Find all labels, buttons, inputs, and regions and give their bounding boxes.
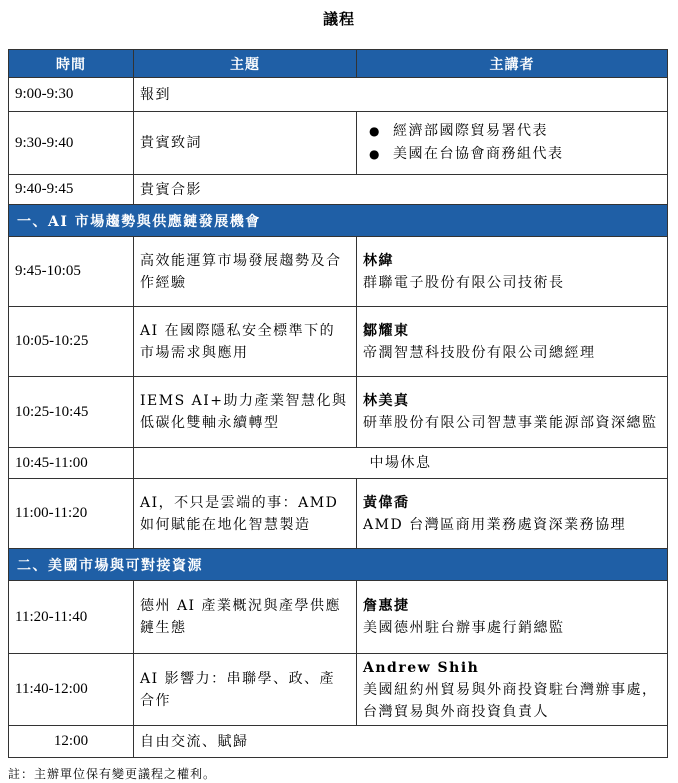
time-cell: 10:45-11:00 [9, 448, 134, 479]
table-header-row [9, 50, 668, 78]
speaker-cell [357, 581, 668, 654]
table-row [9, 726, 668, 758]
table-row [9, 237, 668, 307]
speaker-org: 美國德州駐台辦事處行銷總監 [363, 620, 565, 636]
table-row [9, 112, 668, 175]
list-item: ● 美國在台協會商務組代表 [363, 143, 661, 166]
table-row [9, 654, 668, 726]
speaker-name: 詹惠捷 [363, 598, 410, 614]
header-speaker: 主講者 [357, 50, 668, 78]
table-row [9, 175, 668, 205]
topic-cell: 德州 AI 產業概況與產學供應鏈生態 [134, 581, 357, 654]
speaker-name: 黃偉喬 [363, 494, 410, 511]
time-cell: 9:40-9:45 [9, 175, 134, 205]
speaker-name: 林緯 [363, 252, 394, 269]
topic-cell: 貴賓致詞 [134, 112, 357, 175]
topic-cell: 高效能運算市場發展趨勢及合作經驗 [134, 237, 357, 307]
speaker-cell [357, 112, 668, 175]
list-item: ● 經濟部國際貿易署代表 [363, 120, 661, 143]
footnote: 註：主辦單位保有變更議程之權利。 [8, 767, 217, 781]
break-cell: 中場休息 [134, 448, 668, 479]
speaker-org: 群聯電子股份有限公司技術長 [363, 274, 565, 291]
table-row [9, 78, 668, 112]
topic-cell: AI 在國際隱私安全標準下的市場需求與應用 [134, 307, 357, 377]
table-row [9, 377, 668, 448]
table-row [9, 581, 668, 654]
table-row [9, 307, 668, 377]
time-cell: 10:05-10:25 [9, 307, 134, 377]
speaker-cell [357, 237, 668, 307]
speaker-cell [357, 307, 668, 377]
topic-cell: 自由交流、賦歸 [134, 726, 668, 758]
time-cell: 10:25-10:45 [9, 377, 134, 448]
speaker-name: 林美真 [363, 393, 410, 409]
time-cell: 12:00 [9, 726, 134, 758]
page-title: 議程 [322, 10, 355, 28]
speaker-cell [357, 377, 668, 448]
time-cell: 9:00-9:30 [9, 78, 134, 112]
topic-cell: IEMS AI+助力產業智慧化與低碳化雙軸永續轉型 [134, 377, 357, 448]
speaker-org: 帝濶智慧科技股份有限公司總經理 [363, 344, 596, 361]
speaker-cell [357, 654, 668, 726]
section-row [9, 549, 668, 581]
speaker-org: AMD 台灣區商用業務處資深業務協理 [363, 516, 627, 533]
header-topic: 主題 [134, 50, 357, 78]
time-cell: 11:20-11:40 [9, 581, 134, 654]
speaker-org: 研華股份有限公司智慧事業能源部資深總監 [363, 415, 658, 431]
section-row [9, 205, 668, 237]
speaker-name: Andrew Shih [363, 659, 480, 676]
header-time: 時間 [9, 50, 134, 78]
section-title: 一、AI 市場趨勢與供應鏈發展機會 [9, 205, 668, 237]
speaker-name: 鄒耀東 [363, 322, 410, 339]
topic-cell: AI，不只是雲端的事：AMD 如何賦能在地化智慧製造 [134, 479, 357, 549]
time-cell: 11:00-11:20 [9, 479, 134, 549]
topic-cell: 報到 [134, 78, 668, 112]
speaker-list [363, 120, 661, 166]
agenda-table [8, 49, 668, 758]
table-row [9, 479, 668, 549]
topic-cell: AI 影響力：串聯學、政、產合作 [134, 654, 357, 726]
time-cell: 9:30-9:40 [9, 112, 134, 175]
table-row [9, 448, 668, 479]
time-cell: 9:45-10:05 [9, 237, 134, 307]
time-cell: 11:40-12:00 [9, 654, 134, 726]
speaker-org: 美國紐約州貿易與外商投資駐台灣辦事處，台灣貿易與外商投資負責人 [363, 681, 658, 720]
topic-cell: 貴賓合影 [134, 175, 668, 205]
speaker-cell [357, 479, 668, 549]
section-title: 二、美國市場與可對接資源 [9, 549, 668, 581]
